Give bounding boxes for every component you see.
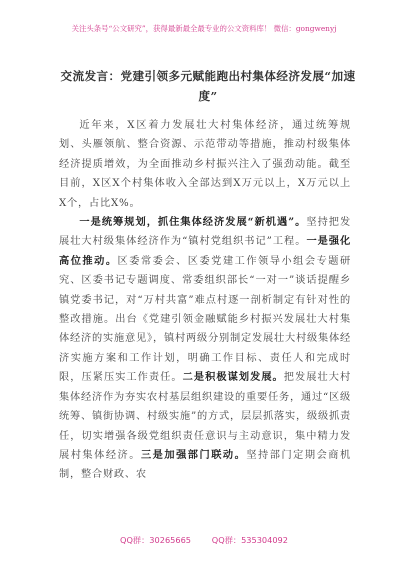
document-body <box>59 116 351 485</box>
paragraph-intro: 近年来，X区着力发展壮大村集体经济，通过统筹规划、头雁领航、整合资源、示范带动等措施，推动村级集体经济提质增效，为全面推动乡村振兴注入了强劲动能。截至目前，X区X个村集体收入全部达到X万元以上，X万元以上X个，占比X%。 <box>59 120 351 209</box>
document-title: 交流发言：党建引领多元赋能跑出村集体经济发展“加速度” <box>60 69 356 103</box>
point-heading: 三是加强部门联动。 <box>140 448 247 461</box>
footer-qq-groups: QQ群：30265665 QQ群：535304092 <box>120 535 288 545</box>
section-heading: 一是统筹规划，抓住集体经济发展“新机遇”。 <box>79 216 307 229</box>
paragraph-text: 区委常委会、区委党建工作领导小组会专题研究、区委书记专题调度、常委组织部长“一对一”谈话提醒乡镇党委书记，对“万村共富”难点村逐一剖析制定有针对性的整改措施。出台《党建引领金融赋能乡村振兴发展壮大村集体经济的实施意见》，镇村两级分别制定发展壮大村级集体经济实施方案和工作计划，明确工作目标、责任人和完成时限，压紧压实工作责任。 <box>59 255 352 384</box>
point-heading: 二是积极谋划发展。 <box>182 371 284 384</box>
point-heading: 一是强化高位推动。 <box>59 235 351 267</box>
paragraph-planning <box>59 213 351 485</box>
paragraph-text: 坚持把发展壮大村级集体经济作为“镇村党组织书记”工程。 <box>59 217 351 248</box>
paragraph-text: 坚持部门定期会商机制，整合财政、农 <box>59 449 351 481</box>
paragraph-text: 把发展壮大村集体经济作为夯实农村基层组织建设的重要任务，通过“区级统筹、镇街协调、村级实施”的方式，层层抓落实，级级抓责任，切实增强各级党组织责任意识与主动意识，集中精力发展村集体经济。 <box>59 372 351 461</box>
header-banner: 关注头条号“公文研究”，获得最新最全最专业的公文资料库！ 微信：gongwenyj <box>71 24 337 33</box>
